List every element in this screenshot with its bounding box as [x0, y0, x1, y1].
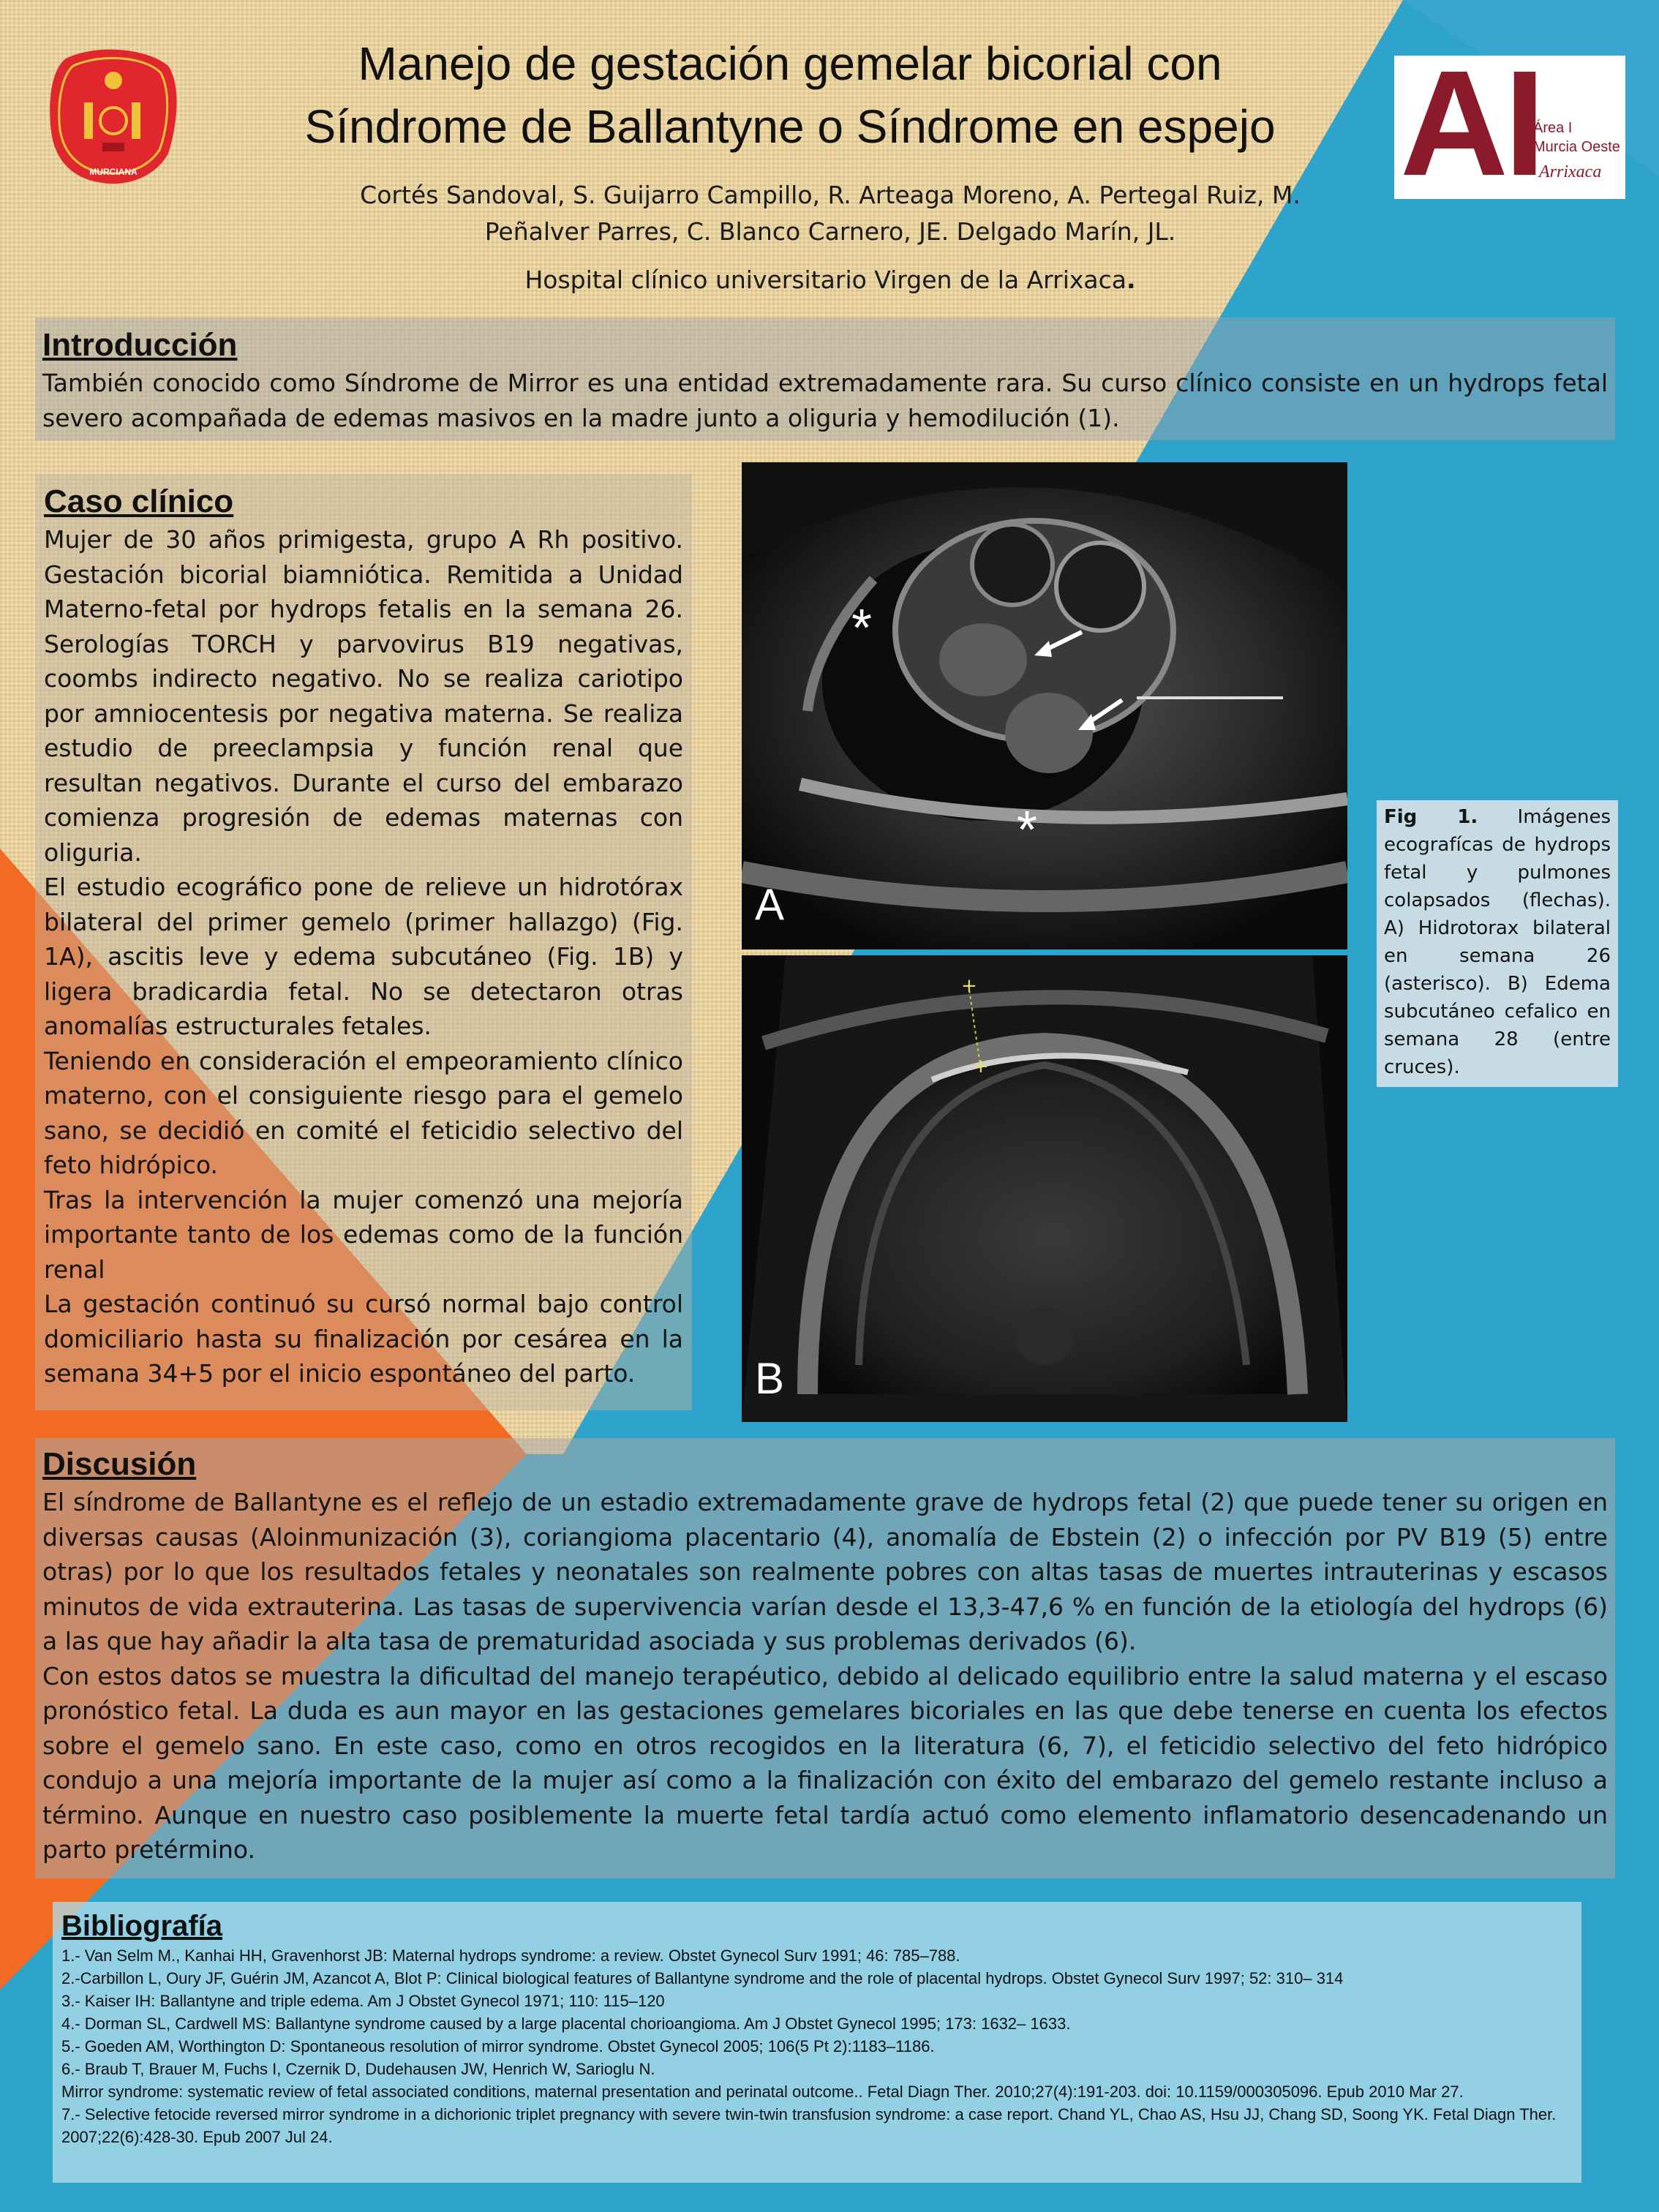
discussion-paragraph-1: El síndrome de Ballantyne es el reflejo de un estadio extremadamente grave de hydrops fetal (2) que puede tener su origen en diversas causas (Aloinmunización (3), coriangioma placentario (4), anomalía de Ebstein (2) o infección por PV B19 (5) entre otras) por lo que los resultados fetales y neonatales son realmente pobres con altas tasas de muertes intrauterinas y escasos minutos de vida extrauterina. Las tasas de supervivencia varían desde el 13,3-47,6 % en función de la etiología del hydrops (6) a las que hay añadir la alta tasa de prematuridad asociada y sus problemas derivados (6).	[42, 1488, 1608, 1655]
bibliography-item: 7.- Selective fetocide reversed mirror syndrome in a dichorionic triplet pregnancy with severe twin-twin transfusion syndrome: a case report. Chand YL, Chao AS, Hsu JJ, Chang SD, Soong YK. Fetal Diagn Ther. 2007;22(6):428-30. Epub 2007 Jul 24.	[61, 2105, 1557, 2146]
discussion-heading: Discusión	[42, 1446, 197, 1482]
svg-text:+: +	[973, 1056, 989, 1077]
caption-body: Imágenes ecografícas de hydrops fetal y pulmones colapsados (flechas). A) Hidrotorax bilateral en semana 26 (asterisco). B) Edema subcutáneo cefalico en semana 28 (entre cruces).	[1384, 806, 1611, 1078]
bibliography-section	[53, 1902, 1581, 2183]
authors	[293, 177, 1368, 250]
bibliography-item: Mirror syndrome: systematic review of fetal associated conditions, maternal presentation and perinatal outcome.. Fetal Diagn Ther. 2010;27(4):191-203. doi: 10.1159/000305096. Epub 2010 Mar 27.	[61, 2083, 1464, 2101]
ultrasound-image-a	[742, 462, 1347, 949]
society-logo-bottom-text: MURCIANA	[89, 167, 138, 177]
bibliography-item: 3.- Kaiser IH: Ballantyne and triple edema. Am J Obstet Gynecol 1971; 110: 115–120	[61, 1992, 665, 2010]
case-paragraph-4: Tras la intervención la mujer comenzó una mejoría importante tanto de los edemas como de la función renal	[44, 1185, 683, 1284]
intro-text: También conocido como Síndrome de Mirror es una entidad extremadamente rara. Su curso clínico consiste en un hydrops fetal severo acompañada de edemas masivos en la madre junto a oliguria y hemodilución (1).	[42, 369, 1608, 432]
logo-letters-ai: AI	[1400, 40, 1541, 207]
discussion-section	[35, 1438, 1615, 1878]
figure-label-b: B	[755, 1354, 785, 1403]
figure-caption	[1377, 800, 1618, 1087]
case-paragraph-2: El estudio ecográfico pone de relieve un hidrotórax bilateral del primer gemelo (primer hallazgo) (Fig. 1A), ascitis leve y edema subcutáneo (Fig. 1B) y ligera bradicardia fetal. No se detectaron otras anomalías estructurales fetales.	[44, 873, 683, 1040]
caption-bold: Fig 1.	[1384, 806, 1478, 828]
svg-text:+: +	[961, 975, 977, 997]
ultrasound-image-b	[742, 955, 1347, 1422]
case-paragraph-1: Mujer de 30 años primigesta, grupo A Rh positivo. Gestación bicorial biamniótica. Remitida a Unidad Materno-fetal por hydrops fetalis en la semana 26. Serologías TORCH y parvovirus B19 negativas, coombs indirecto negativo. No se realiza cariotipo por amniocentesis por negativa materna. Se realiza estudio de preeclampsia y función renal que resultan negativos. Durante el curso del embarazo comienza progresión de edemas maternas con oliguria.	[44, 525, 683, 867]
hospital-name: Hospital clínico universitario Virgen de la Arrixaca	[524, 266, 1126, 294]
bibliography-heading: Bibliografía	[61, 1910, 223, 1942]
title-line-1: Manejo de gestación gemelar bicorial con	[358, 37, 1222, 90]
bibliography-item: 1.- Van Selm M., Kanhai HH, Gravenhorst JB: Maternal hydrops syndrome: a review. Obstet Gynecol Surv 1991; 46: 785–788.	[61, 1946, 960, 1965]
intro-section	[35, 317, 1615, 440]
logo-line-2: Murcia Oeste	[1533, 139, 1620, 155]
bibliography-list	[61, 1944, 1573, 2148]
hospital-area-logo	[1394, 40, 1625, 207]
bibliography-item: 5.- Goeden AM, Worthington D: Spontaneous resolution of mirror syndrome. Obstet Gynecol 2005; 106(5 Pt 2):1183–1186.	[61, 2037, 935, 2055]
logo-line-3: Arrixaca	[1539, 162, 1602, 181]
bibliography-item: 4.- Dorman SL, Cardwell MS: Ballantyne syndrome caused by a large placental chorioangioma. Am J Obstet Gynecol 1995; 173: 1632– 1633.	[61, 2014, 1071, 2033]
authors-line-2: Peñalver Parres, C. Blanco Carnero, JE. Delgado Marín, JL.	[484, 217, 1176, 246]
hospital-affiliation	[293, 262, 1368, 298]
logo-line-1: Área I	[1533, 120, 1573, 136]
title-line-2: Síndrome de Ballantyne o Síndrome en espejo	[304, 100, 1276, 153]
bibliography-item: 6.- Braub T, Brauer M, Fuchs I, Czernik D, Dudehausen JW, Henrich W, Sarioglu N.	[61, 2060, 655, 2078]
intro-heading: Introducción	[42, 327, 238, 363]
poster-title	[190, 32, 1390, 158]
discussion-paragraph-2: Con estos datos se muestra la dificultad del manejo terapéutico, debido al delicado equilibrio entre la salud materna y el escaso pronóstico fetal. La duda es aun mayor en las gestaciones gemelares bicoriales en las que debe tenerse en cuenta los efectos sobre el gemelo sano. En este caso, como en otros recogidos en la literatura (6, 7), el feticidio selectivo del feto hidrópico condujo a una mejoría importante de la mujer así como a la finalización con éxito del embarazo del gemelo restante incluso a término. Aunque en nuestro caso posiblemente la muerte fetal tardía actuó como elemento inflamatorio desencadenando un parto pretérmino.	[42, 1661, 1608, 1864]
bibliography-item: 2.-Carbillon L, Oury JF, Guérin JM, Azancot A, Blot P: Clinical biological features of Ballantyne syndrome and the role of placental hydrops. Obstet Gynecol Surv 1997; 52: 310– 314	[61, 1969, 1344, 1987]
case-section	[35, 474, 692, 1410]
asterisk-marker-1: *	[851, 599, 873, 658]
case-paragraph-5: La gestación continuó su cursó normal bajo control domiciliario hasta su finalización por cesárea en la semana 34+5 por el inicio espontáneo del parto.	[44, 1290, 683, 1388]
society-logo	[44, 44, 183, 190]
caption-text	[1384, 803, 1611, 1081]
hospital-dot: .	[1126, 266, 1136, 294]
figure-label-a: A	[755, 880, 785, 929]
authors-line-1: Cortés Sandoval, S. Guijarro Campillo, R. Arteaga Moreno, A. Pertegal Ruiz, M.	[360, 181, 1301, 209]
case-paragraph-3: Teniendo en consideración el empeoramiento clínico materno, con el consiguiente riesgo para el gemelo sano, se decidió en comité el feticidio selectivo del feto hidrópico.	[44, 1046, 683, 1179]
case-heading: Caso clínico	[44, 484, 234, 519]
asterisk-marker-2: *	[1017, 801, 1038, 859]
